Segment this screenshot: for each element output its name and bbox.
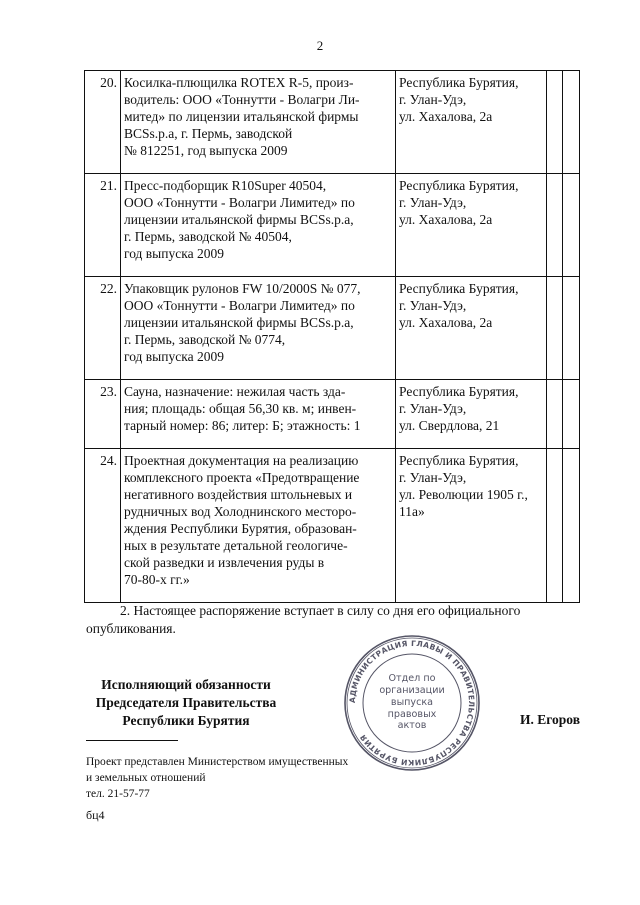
footer-divider xyxy=(86,740,178,741)
location-line: ул. Революции 1905 г., xyxy=(399,487,528,502)
location-line: г. Улан-Удэ, xyxy=(399,401,467,416)
description-line: лицензии итальянской фирмы BCSs.p.a, xyxy=(124,212,354,227)
item-location xyxy=(396,71,547,174)
clause-line: опубликования. xyxy=(86,621,176,636)
footer-note xyxy=(86,754,446,802)
location-line: ул. Хахалова, 2а xyxy=(399,109,493,124)
description-line: г. Пермь, заводской № 40504, xyxy=(124,229,292,244)
stamp-center-line: организации xyxy=(379,685,445,696)
description-line: негативного воздействия штольневых и xyxy=(124,487,353,502)
description-line: год выпуска 2009 xyxy=(124,246,224,261)
item-number: 23. xyxy=(85,380,121,449)
location-line: Республика Бурятия, xyxy=(399,178,519,193)
description-line: ждения Республики Бурятия, образован- xyxy=(124,521,357,536)
description-line: комплексного проекта «Предотвращение xyxy=(124,470,360,485)
location-line: Республика Бурятия, xyxy=(399,384,519,399)
table-row xyxy=(85,71,580,174)
stamp-center-line: Отдел по xyxy=(388,673,436,684)
description-line: г. Пермь, заводской № 0774, xyxy=(124,332,286,347)
description-line: ния; площадь: общая 56,30 кв. м; инвен- xyxy=(124,401,357,416)
signatory-title-line: Председателя Правительства xyxy=(95,695,277,710)
item-number: 24. xyxy=(85,449,121,603)
official-stamp xyxy=(342,633,482,773)
item-number: 21. xyxy=(85,174,121,277)
location-line: г. Улан-Удэ, xyxy=(399,195,467,210)
stamp-center-line: выпуска xyxy=(390,697,434,708)
effective-clause xyxy=(86,602,576,638)
location-line: г. Улан-Удэ, xyxy=(399,470,467,485)
signatory-title-line: Республики Бурятия xyxy=(122,713,250,728)
description-line: митед» по лицензии итальянской фирмы xyxy=(124,109,359,124)
signatory-name: И. Егоров xyxy=(519,712,580,727)
table-row xyxy=(85,449,580,603)
empty-cell xyxy=(547,449,563,603)
description-line: лицензии итальянской фирмы BCSs.p.a, xyxy=(124,315,354,330)
description-line: ных в результате детальной геологиче- xyxy=(124,538,348,553)
document-code: бц4 xyxy=(86,808,105,822)
description-line: год выпуска 2009 xyxy=(124,349,224,364)
description-line: 70-80-х гг.» xyxy=(124,572,190,587)
location-line: ул. Хахалова, 2а xyxy=(399,315,493,330)
description-line: Проектная документация на реализацию xyxy=(124,453,359,468)
description-line: ООО «Тоннутти - Волагри Лимитед» по xyxy=(124,195,355,210)
location-line: г. Улан-Удэ, xyxy=(399,92,467,107)
clause-line: 2. Настоящее распоряжение вступает в силу со дня его официального xyxy=(120,603,521,618)
item-number: 22. xyxy=(85,277,121,380)
empty-cell xyxy=(563,380,580,449)
item-description xyxy=(121,277,396,380)
description-line: рудничных вод Холоднинского месторо- xyxy=(124,504,357,519)
table-row xyxy=(85,380,580,449)
empty-cell xyxy=(547,277,563,380)
description-line: № 812251, год выпуска 2009 xyxy=(124,143,288,158)
description-line: ООО «Тоннутти - Волагри Лимитед» по xyxy=(124,298,355,313)
footer-line: Проект представлен Министерством имущественных xyxy=(86,756,349,768)
empty-cell xyxy=(547,71,563,174)
stamp-center-line: правовых xyxy=(387,709,437,720)
description-line: ской разведки и извлечения руды в xyxy=(124,555,325,570)
description-line: Сауна, назначение: нежилая часть зда- xyxy=(124,384,346,399)
description-line: Упаковщик рулонов FW 10/2000S № 077, xyxy=(124,281,361,296)
property-table xyxy=(84,70,580,603)
item-description xyxy=(121,71,396,174)
item-location xyxy=(396,277,547,380)
footer-line: тел. 21-57-77 xyxy=(86,788,150,800)
description-line: Пресс-подборщик R10Super 40504, xyxy=(124,178,327,193)
empty-cell xyxy=(563,71,580,174)
table-row xyxy=(85,277,580,380)
item-location xyxy=(396,449,547,603)
footer-line: и земельных отношений xyxy=(86,772,206,784)
description-line: BCSs.p.a, г. Пермь, заводской xyxy=(124,126,293,141)
location-line: Республика Бурятия, xyxy=(399,281,519,296)
item-description xyxy=(121,380,396,449)
item-description xyxy=(121,449,396,603)
signatory-title xyxy=(86,676,286,730)
item-description xyxy=(121,174,396,277)
location-line: г. Улан-Удэ, xyxy=(399,298,467,313)
location-line: Республика Бурятия, xyxy=(399,75,519,90)
table-row xyxy=(85,174,580,277)
description-line: Косилка-плющилка ROTEX R-5, произ- xyxy=(124,75,354,90)
location-line: Республика Бурятия, xyxy=(399,453,519,468)
description-line: водитель: ООО «Тоннутти - Волагри Ли- xyxy=(124,92,360,107)
item-location xyxy=(396,174,547,277)
location-line: ул. Свердлова, 21 xyxy=(399,418,500,433)
item-number: 20. xyxy=(85,71,121,174)
signatory-title-line: Исполняющий обязанности xyxy=(101,677,271,692)
stamp-ring-textpath: АДМИНИСТРАЦИЯ ГЛАВЫ И ПРАВИТЕЛЬСТВА РЕСПУБЛИКИ БУРЯТИЯ xyxy=(347,638,477,768)
empty-cell xyxy=(547,380,563,449)
item-location xyxy=(396,380,547,449)
empty-cell xyxy=(547,174,563,277)
page-number: 2 xyxy=(316,38,324,53)
empty-cell xyxy=(563,449,580,603)
description-line: тарный номер: 86; литер: Б; этажность: 1 xyxy=(124,418,361,433)
stamp-center-line: актов xyxy=(397,720,427,731)
empty-cell xyxy=(563,174,580,277)
empty-cell xyxy=(563,277,580,380)
location-line: 11а» xyxy=(399,504,425,519)
location-line: ул. Хахалова, 2а xyxy=(399,212,493,227)
